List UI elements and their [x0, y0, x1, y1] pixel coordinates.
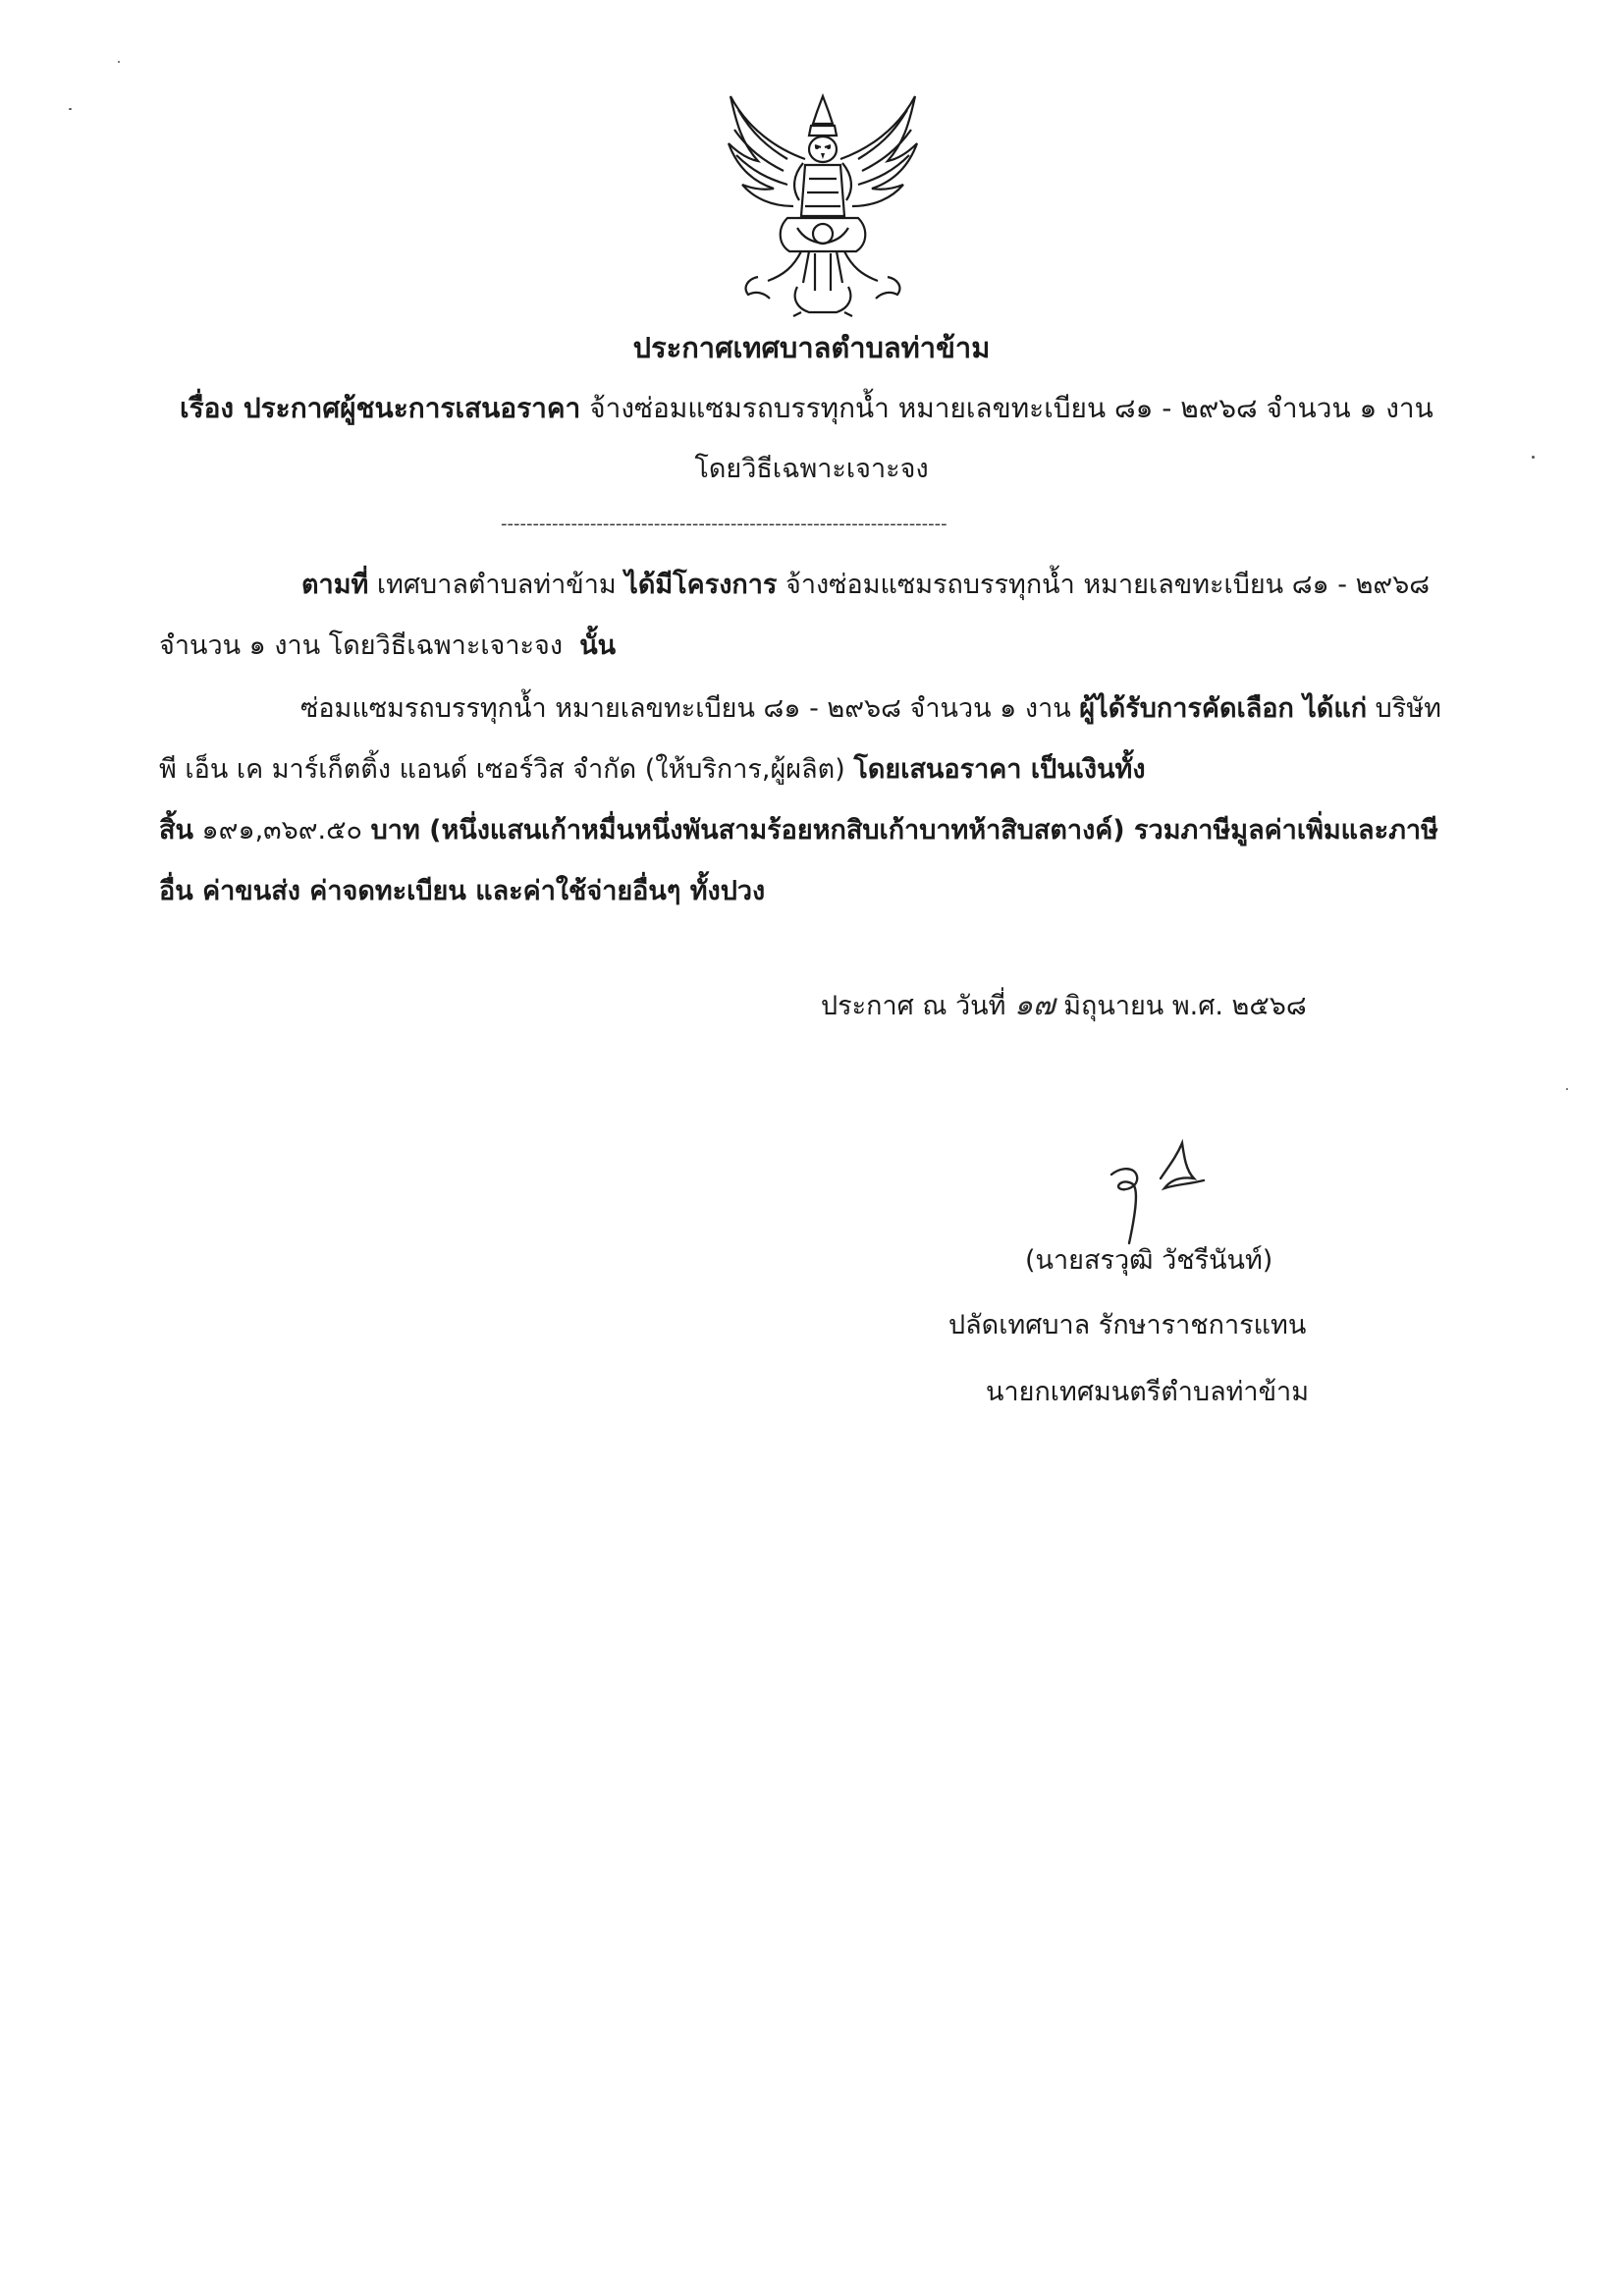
paragraph-2-line-4: อื่น ค่าขนส่ง ค่าจดทะเบียน และค่าใช้จ่ายอื่นๆ ทั้งปวง [159, 876, 766, 906]
p1-line2: จำนวน ๑ งาน โดยวิธีเฉพาะเจาะจง [159, 630, 564, 661]
handwritten-signature [1086, 1127, 1223, 1255]
p2-price-label: โดยเสนอราคา เป็นเงินทั้ง [853, 754, 1146, 785]
subject-method: โดยวิธีเฉพาะเจาะจง [694, 454, 929, 484]
paragraph-1-line-2 [159, 627, 616, 666]
paragraph-2-line-1 [300, 689, 1441, 729]
scan-speck [69, 108, 72, 110]
signatory-position-2: นายกเทศมนตรีตำบลท่าข้าม [986, 1377, 1309, 1407]
p2-company-start: บริษัท [1375, 693, 1441, 724]
subject-line [180, 389, 1434, 428]
divider: ---------------------------------------------------------------------- [501, 514, 947, 534]
p2-baht-words: บาท (หนึ่งแสนเก้าหมื่นหนึ่งพันสามร้อยหกสิบเก้าบาทห้าสิบสตางค์) รวมภาษีมูลค่าเพิ่มและภาษี [370, 815, 1438, 846]
subject-label: เรื่อง ประกาศผู้ชนะการเสนอราคา [180, 392, 581, 424]
announcement-date [821, 986, 1307, 1026]
scan-speck [118, 61, 120, 63]
paragraph-1-line-1 [301, 566, 1430, 605]
p1-end: นั้น [579, 630, 617, 661]
date-prefix: ประกาศ ณ วันที่ [821, 991, 1006, 1021]
p2-selected-label: ผู้ได้รับการคัดเลือก ได้แก่ [1079, 693, 1368, 724]
p2-item: ซ่อมแซมรถบรรทุกน้ำ หมายเลขทะเบียน ๘๑ - ๒๙๖๘ จำนวน ๑ งาน [300, 693, 1071, 724]
p2-company-rest: พี เอ็น เค มาร์เก็ตติ้ง แอนด์ เซอร์วิส จำกัด (ให้บริการ,ผู้ผลิต) [159, 754, 845, 785]
subject-text: จ้างซ่อมแซมรถบรรทุกน้ำ หมายเลขทะเบียน ๘๑ - ๒๙๖๘ จำนวน ๑ งาน [589, 392, 1434, 424]
paragraph-2-line-3 [159, 811, 1438, 850]
scan-speck [1532, 456, 1535, 459]
p1-agency: เทศบาลตำบลท่าข้าม [376, 570, 617, 600]
p1-has-project: ได้มีโครงการ [624, 570, 778, 600]
p2-amount: ๑๙๑,๓๖๙.๕๐ [201, 815, 363, 846]
p2-total-word: สิ้น [159, 815, 193, 846]
signatory-name: (นายสรวุฒิ วัชรีนันท์) [1025, 1245, 1273, 1276]
announcement-title: ประกาศเทศบาลตำบลท่าข้าม [632, 331, 991, 364]
garuda-emblem-icon [719, 90, 927, 318]
paragraph-2-line-2 [159, 750, 1146, 790]
p1-project: จ้างซ่อมแซมรถบรรทุกน้ำ หมายเลขทะเบียน ๘๑ - ๒๙๖๘ [785, 570, 1431, 600]
date-month-year: มิถุนายน พ.ศ. ๒๕๖๘ [1063, 991, 1307, 1021]
scan-speck [1566, 1088, 1568, 1090]
p1-lead: ตามที่ [301, 570, 369, 600]
signatory-position-1: ปลัดเทศบาล รักษาราชการแทน [948, 1310, 1307, 1340]
date-day-handwritten: ๑๗ [1014, 988, 1055, 1022]
